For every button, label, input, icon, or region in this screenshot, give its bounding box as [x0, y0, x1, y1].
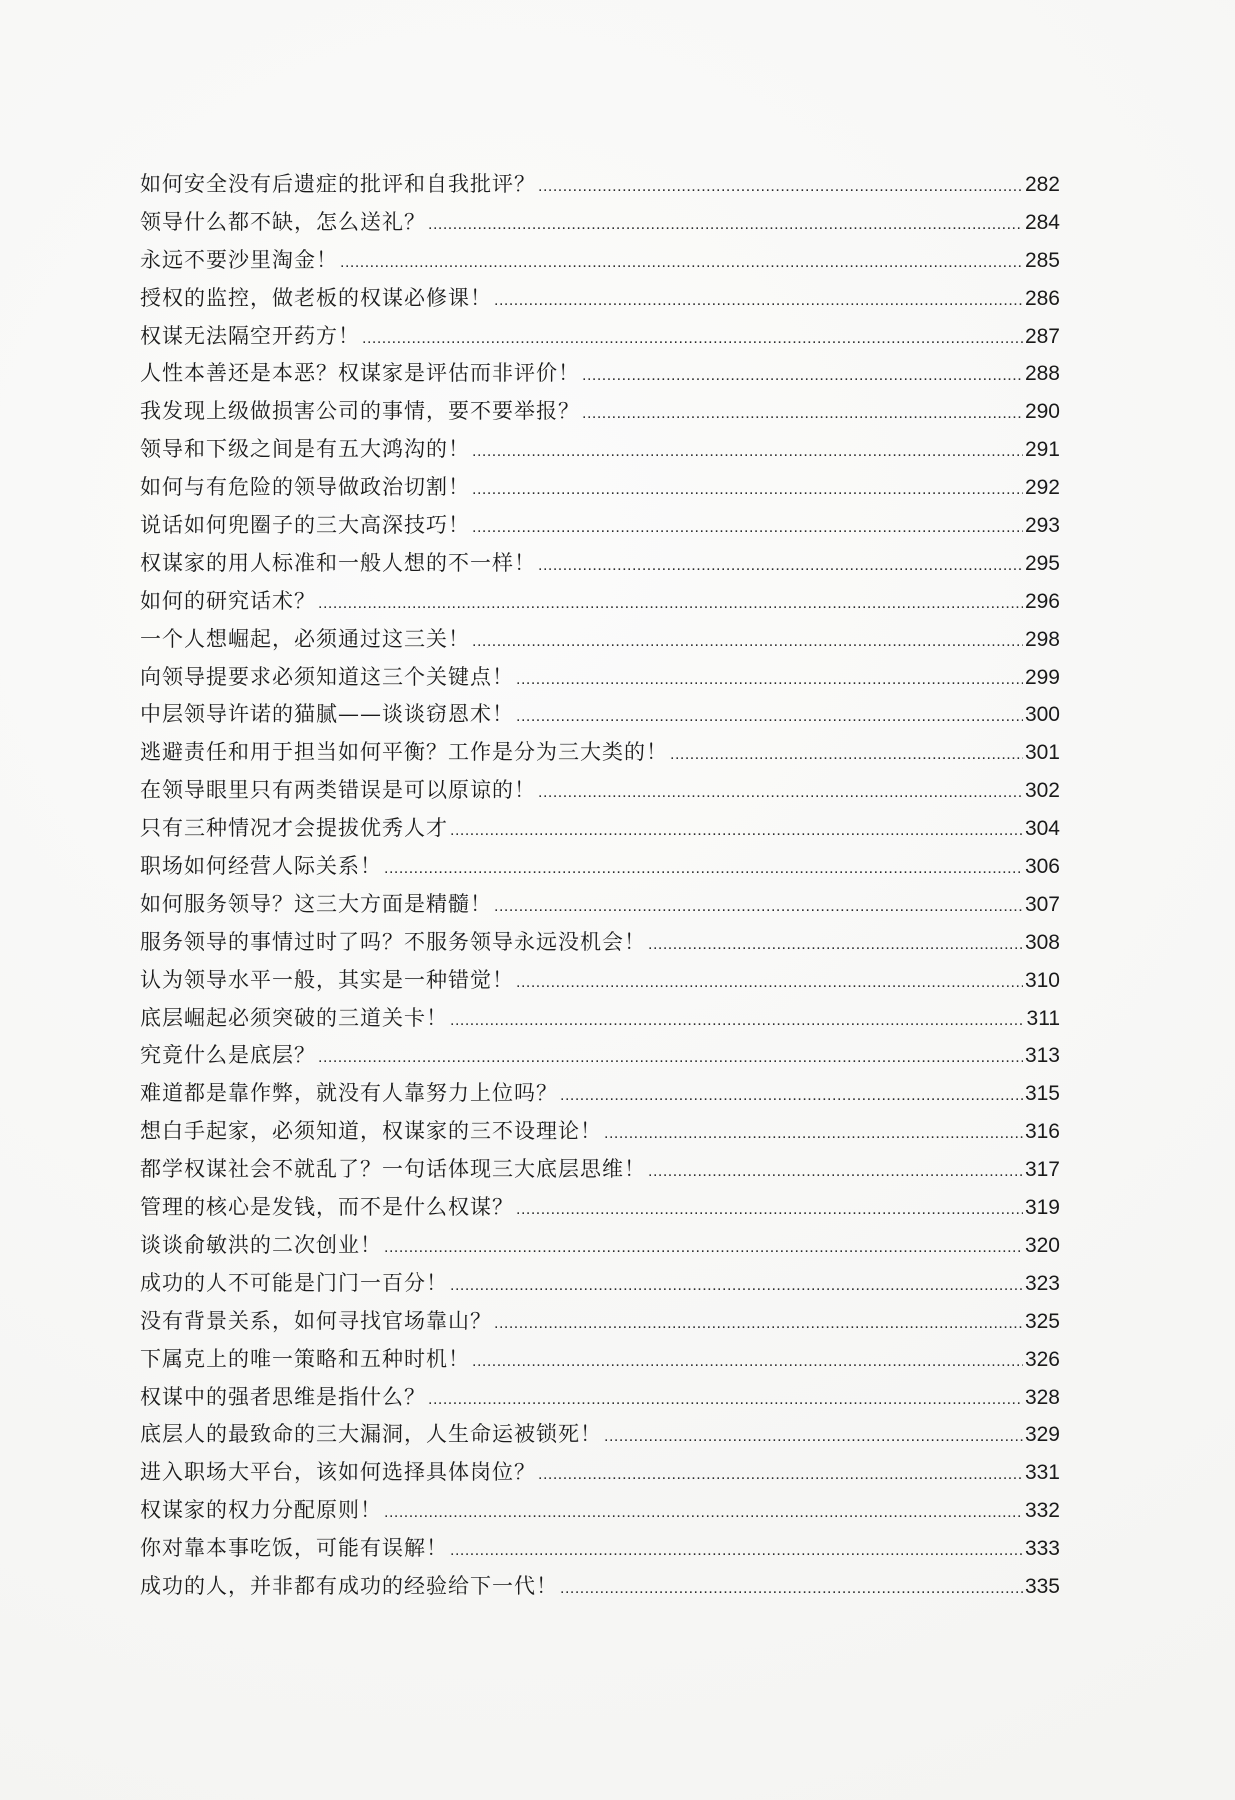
toc-entry[interactable]	[140, 1227, 1060, 1265]
toc-entry[interactable]	[140, 166, 1060, 204]
dot-leader	[604, 1418, 1023, 1456]
dot-leader	[318, 1039, 1023, 1077]
toc-entry-page-number: 323	[1024, 1271, 1060, 1295]
toc-entry-title: 在领导眼里只有两类错误是可以原谅的！	[140, 778, 536, 803]
toc-entry-title: 服务领导的事情过时了吗？不服务领导永远没机会！	[140, 929, 646, 954]
toc-entry[interactable]	[140, 1379, 1060, 1417]
toc-entry-title: 领导什么都不缺，怎么送礼？	[140, 209, 426, 234]
toc-entry-title: 没有背景关系，如何寻找官场靠山？	[140, 1308, 492, 1333]
toc-entry-page-number: 298	[1024, 627, 1060, 651]
toc-entry-title: 进入职场大平台，该如何选择具体岗位？	[140, 1460, 536, 1485]
toc-entry[interactable]	[140, 1189, 1060, 1227]
dot-leader	[384, 1494, 1023, 1532]
dot-leader	[384, 1229, 1023, 1267]
toc-entry[interactable]	[140, 734, 1060, 772]
toc-entry-page-number: 291	[1024, 438, 1060, 462]
toc-entry-title: 权谋家的权力分配原则！	[140, 1498, 382, 1523]
toc-entry-title: 说话如何兜圈子的三大高深技巧！	[140, 513, 470, 538]
toc-entry-page-number: 290	[1024, 400, 1060, 424]
toc-entry-title: 权谋中的强者思维是指什么？	[140, 1384, 426, 1409]
toc-entry-page-number: 332	[1024, 1499, 1060, 1523]
toc-entry-page-number: 299	[1024, 665, 1060, 689]
toc-entry-title: 如何服务领导？这三大方面是精髓！	[140, 891, 492, 916]
toc-entry[interactable]	[140, 696, 1060, 734]
toc-entry-title: 人性本善还是本恶？权谋家是评估而非评价！	[140, 361, 580, 386]
toc-entry-title: 你对靠本事吃饭，可能有误解！	[140, 1536, 448, 1561]
dot-leader	[582, 395, 1023, 433]
toc-entry-page-number: 286	[1024, 286, 1060, 310]
toc-entry-page-number: 311	[1026, 1006, 1060, 1030]
toc-entry-page-number: 331	[1024, 1461, 1060, 1485]
dot-leader	[582, 357, 1023, 395]
toc-entry-page-number: 282	[1024, 173, 1060, 196]
toc-entry-title: 认为领导水平一般，其实是一种错觉！	[140, 967, 514, 992]
toc-entry[interactable]	[140, 1341, 1060, 1379]
toc-entry-title: 底层崛起必须突破的三道关卡！	[140, 1005, 448, 1030]
toc-entry-title: 职场如何经营人际关系！	[140, 854, 382, 879]
dot-leader	[560, 1077, 1023, 1115]
toc-entry[interactable]	[140, 1454, 1060, 1492]
toc-entry-title: 我发现上级做损害公司的事情，要不要举报？	[140, 399, 580, 424]
toc-entry-page-number: 329	[1024, 1423, 1060, 1447]
toc-entry-page-number: 313	[1024, 1044, 1060, 1068]
dot-leader	[450, 1002, 1025, 1040]
toc-entry-page-number: 317	[1024, 1158, 1060, 1182]
toc-entry[interactable]	[140, 1265, 1060, 1303]
dot-leader	[494, 282, 1023, 320]
dot-leader	[472, 623, 1023, 661]
toc-entry[interactable]	[140, 318, 1060, 356]
toc-entry-page-number: 306	[1024, 855, 1060, 879]
toc-entry-page-number: 304	[1024, 817, 1060, 841]
dot-leader	[538, 547, 1023, 585]
toc-entry-title: 一个人想崛起，必须通过这三关！	[140, 626, 470, 651]
dot-leader	[472, 1343, 1023, 1381]
toc-entry-title: 难道都是靠作弊，就没有人靠努力上位吗？	[140, 1081, 558, 1106]
toc-entry[interactable]	[140, 355, 1060, 393]
table-of-contents	[140, 166, 1060, 1606]
dot-leader	[340, 244, 1023, 282]
toc-entry-title: 授权的监控，做老板的权谋必修课！	[140, 285, 492, 310]
dot-leader	[428, 206, 1023, 244]
dot-leader	[516, 964, 1023, 1002]
toc-entry[interactable]	[140, 621, 1060, 659]
toc-entry-title: 如何的研究话术？	[140, 588, 316, 613]
toc-entry-page-number: 326	[1024, 1347, 1060, 1371]
toc-entry-title: 下属克上的唯一策略和五种时机！	[140, 1346, 470, 1371]
toc-entry[interactable]	[140, 772, 1060, 810]
dot-leader	[516, 1191, 1023, 1229]
toc-entry-page-number: 319	[1024, 1196, 1060, 1220]
toc-entry-title: 底层人的最致命的三大漏洞，人生命运被锁死！	[140, 1422, 602, 1447]
toc-entry-title: 领导和下级之间是有五大鸿沟的！	[140, 437, 470, 462]
toc-entry[interactable]	[140, 1151, 1060, 1189]
dot-leader	[318, 585, 1023, 623]
toc-entry[interactable]	[140, 659, 1060, 697]
dot-leader	[648, 926, 1023, 964]
toc-entry[interactable]	[140, 507, 1060, 545]
toc-entry[interactable]	[140, 1492, 1060, 1530]
toc-entry[interactable]	[140, 962, 1060, 1000]
dot-leader	[648, 1153, 1023, 1191]
dot-leader	[538, 774, 1023, 812]
dot-leader	[670, 736, 1023, 774]
dot-leader	[538, 1456, 1023, 1494]
toc-entry-page-number: 320	[1024, 1233, 1060, 1257]
toc-entry[interactable]	[140, 1568, 1060, 1606]
dot-leader	[516, 698, 1023, 736]
dot-leader	[516, 661, 1023, 699]
toc-entry-title: 究竟什么是底层？	[140, 1043, 316, 1068]
dot-leader	[362, 320, 1023, 358]
toc-entry-title: 想白手起家，必须知道，权谋家的三不设理论！	[140, 1119, 602, 1144]
toc-entry[interactable]	[140, 810, 1060, 848]
dot-leader	[472, 433, 1023, 471]
toc-entry-title: 如何安全没有后遗症的批评和自我批评？	[140, 172, 536, 196]
toc-entry[interactable]	[140, 583, 1060, 621]
toc-entry[interactable]	[140, 924, 1060, 962]
toc-entry-title: 只有三种情况才会提拔优秀人才	[140, 816, 448, 841]
dot-leader	[472, 509, 1023, 547]
toc-entry-title: 权谋无法隔空开药方！	[140, 323, 360, 348]
toc-entry-page-number: 307	[1024, 892, 1060, 916]
toc-entry-title: 向领导提要求必须知道这三个关键点！	[140, 664, 514, 689]
toc-entry-page-number: 328	[1024, 1385, 1060, 1409]
dot-leader	[538, 168, 1023, 206]
toc-entry-page-number: 300	[1024, 703, 1060, 727]
toc-entry-page-number: 296	[1024, 589, 1060, 613]
toc-entry-title: 谈谈俞敏洪的二次创业！	[140, 1232, 382, 1257]
toc-entry-title: 都学权谋社会不就乱了？一句话体现三大底层思维！	[140, 1157, 646, 1182]
dot-leader	[450, 1532, 1023, 1570]
toc-entry-page-number: 293	[1024, 514, 1060, 538]
toc-entry-title: 中层领导许诺的猫腻——谈谈窃恩术！	[140, 702, 514, 727]
toc-entry-title: 成功的人，并非都有成功的经验给下一代！	[140, 1573, 558, 1598]
toc-entry-page-number: 295	[1024, 551, 1060, 575]
dot-leader	[428, 1381, 1023, 1419]
toc-entry[interactable]	[140, 1416, 1060, 1454]
toc-entry[interactable]	[140, 545, 1060, 583]
dot-leader	[384, 850, 1023, 888]
toc-entry[interactable]	[140, 1075, 1060, 1113]
toc-entry[interactable]	[140, 280, 1060, 318]
dot-leader	[560, 1570, 1023, 1608]
toc-entry[interactable]	[140, 242, 1060, 280]
toc-entry-page-number: 335	[1024, 1574, 1060, 1598]
toc-entry-title: 如何与有危险的领导做政治切割！	[140, 475, 470, 500]
toc-entry-page-number: 284	[1024, 210, 1060, 234]
dot-leader	[494, 888, 1023, 926]
dot-leader	[494, 1305, 1023, 1343]
toc-entry[interactable]	[140, 469, 1060, 507]
toc-entry-page-number: 285	[1024, 248, 1060, 272]
dot-leader	[450, 812, 1023, 850]
toc-entry-page-number: 308	[1024, 930, 1060, 954]
toc-entry-page-number: 292	[1024, 476, 1060, 500]
toc-entry-page-number: 302	[1024, 779, 1060, 803]
toc-entry-page-number: 310	[1024, 968, 1060, 992]
toc-entry[interactable]	[140, 1037, 1060, 1075]
toc-entry[interactable]	[140, 393, 1060, 431]
toc-entry-page-number: 288	[1024, 362, 1060, 386]
dot-leader	[472, 471, 1023, 509]
toc-entry-page-number: 287	[1024, 324, 1060, 348]
toc-entry-page-number: 301	[1024, 741, 1060, 765]
toc-entry-page-number: 316	[1024, 1120, 1060, 1144]
toc-entry[interactable]	[140, 848, 1060, 886]
toc-entry-page-number: 333	[1024, 1537, 1060, 1561]
toc-entry-page-number: 315	[1024, 1082, 1060, 1106]
toc-entry-title: 权谋家的用人标准和一般人想的不一样！	[140, 550, 536, 575]
toc-entry-title: 管理的核心是发钱，而不是什么权谋？	[140, 1195, 514, 1220]
toc-entry[interactable]	[140, 1113, 1060, 1151]
toc-entry-title: 永远不要沙里淘金！	[140, 247, 338, 272]
dot-leader	[604, 1115, 1023, 1153]
toc-entry[interactable]	[140, 204, 1060, 242]
toc-entry[interactable]	[140, 886, 1060, 924]
toc-entry[interactable]	[140, 431, 1060, 469]
toc-entry-title: 成功的人不可能是门门一百分！	[140, 1270, 448, 1295]
toc-entry-title: 逃避责任和用于担当如何平衡？工作是分为三大类的！	[140, 740, 668, 765]
toc-entry[interactable]	[140, 1000, 1060, 1038]
toc-entry[interactable]	[140, 1530, 1060, 1568]
toc-entry-page-number: 325	[1024, 1309, 1060, 1333]
toc-entry[interactable]	[140, 1303, 1060, 1341]
dot-leader	[450, 1267, 1023, 1305]
